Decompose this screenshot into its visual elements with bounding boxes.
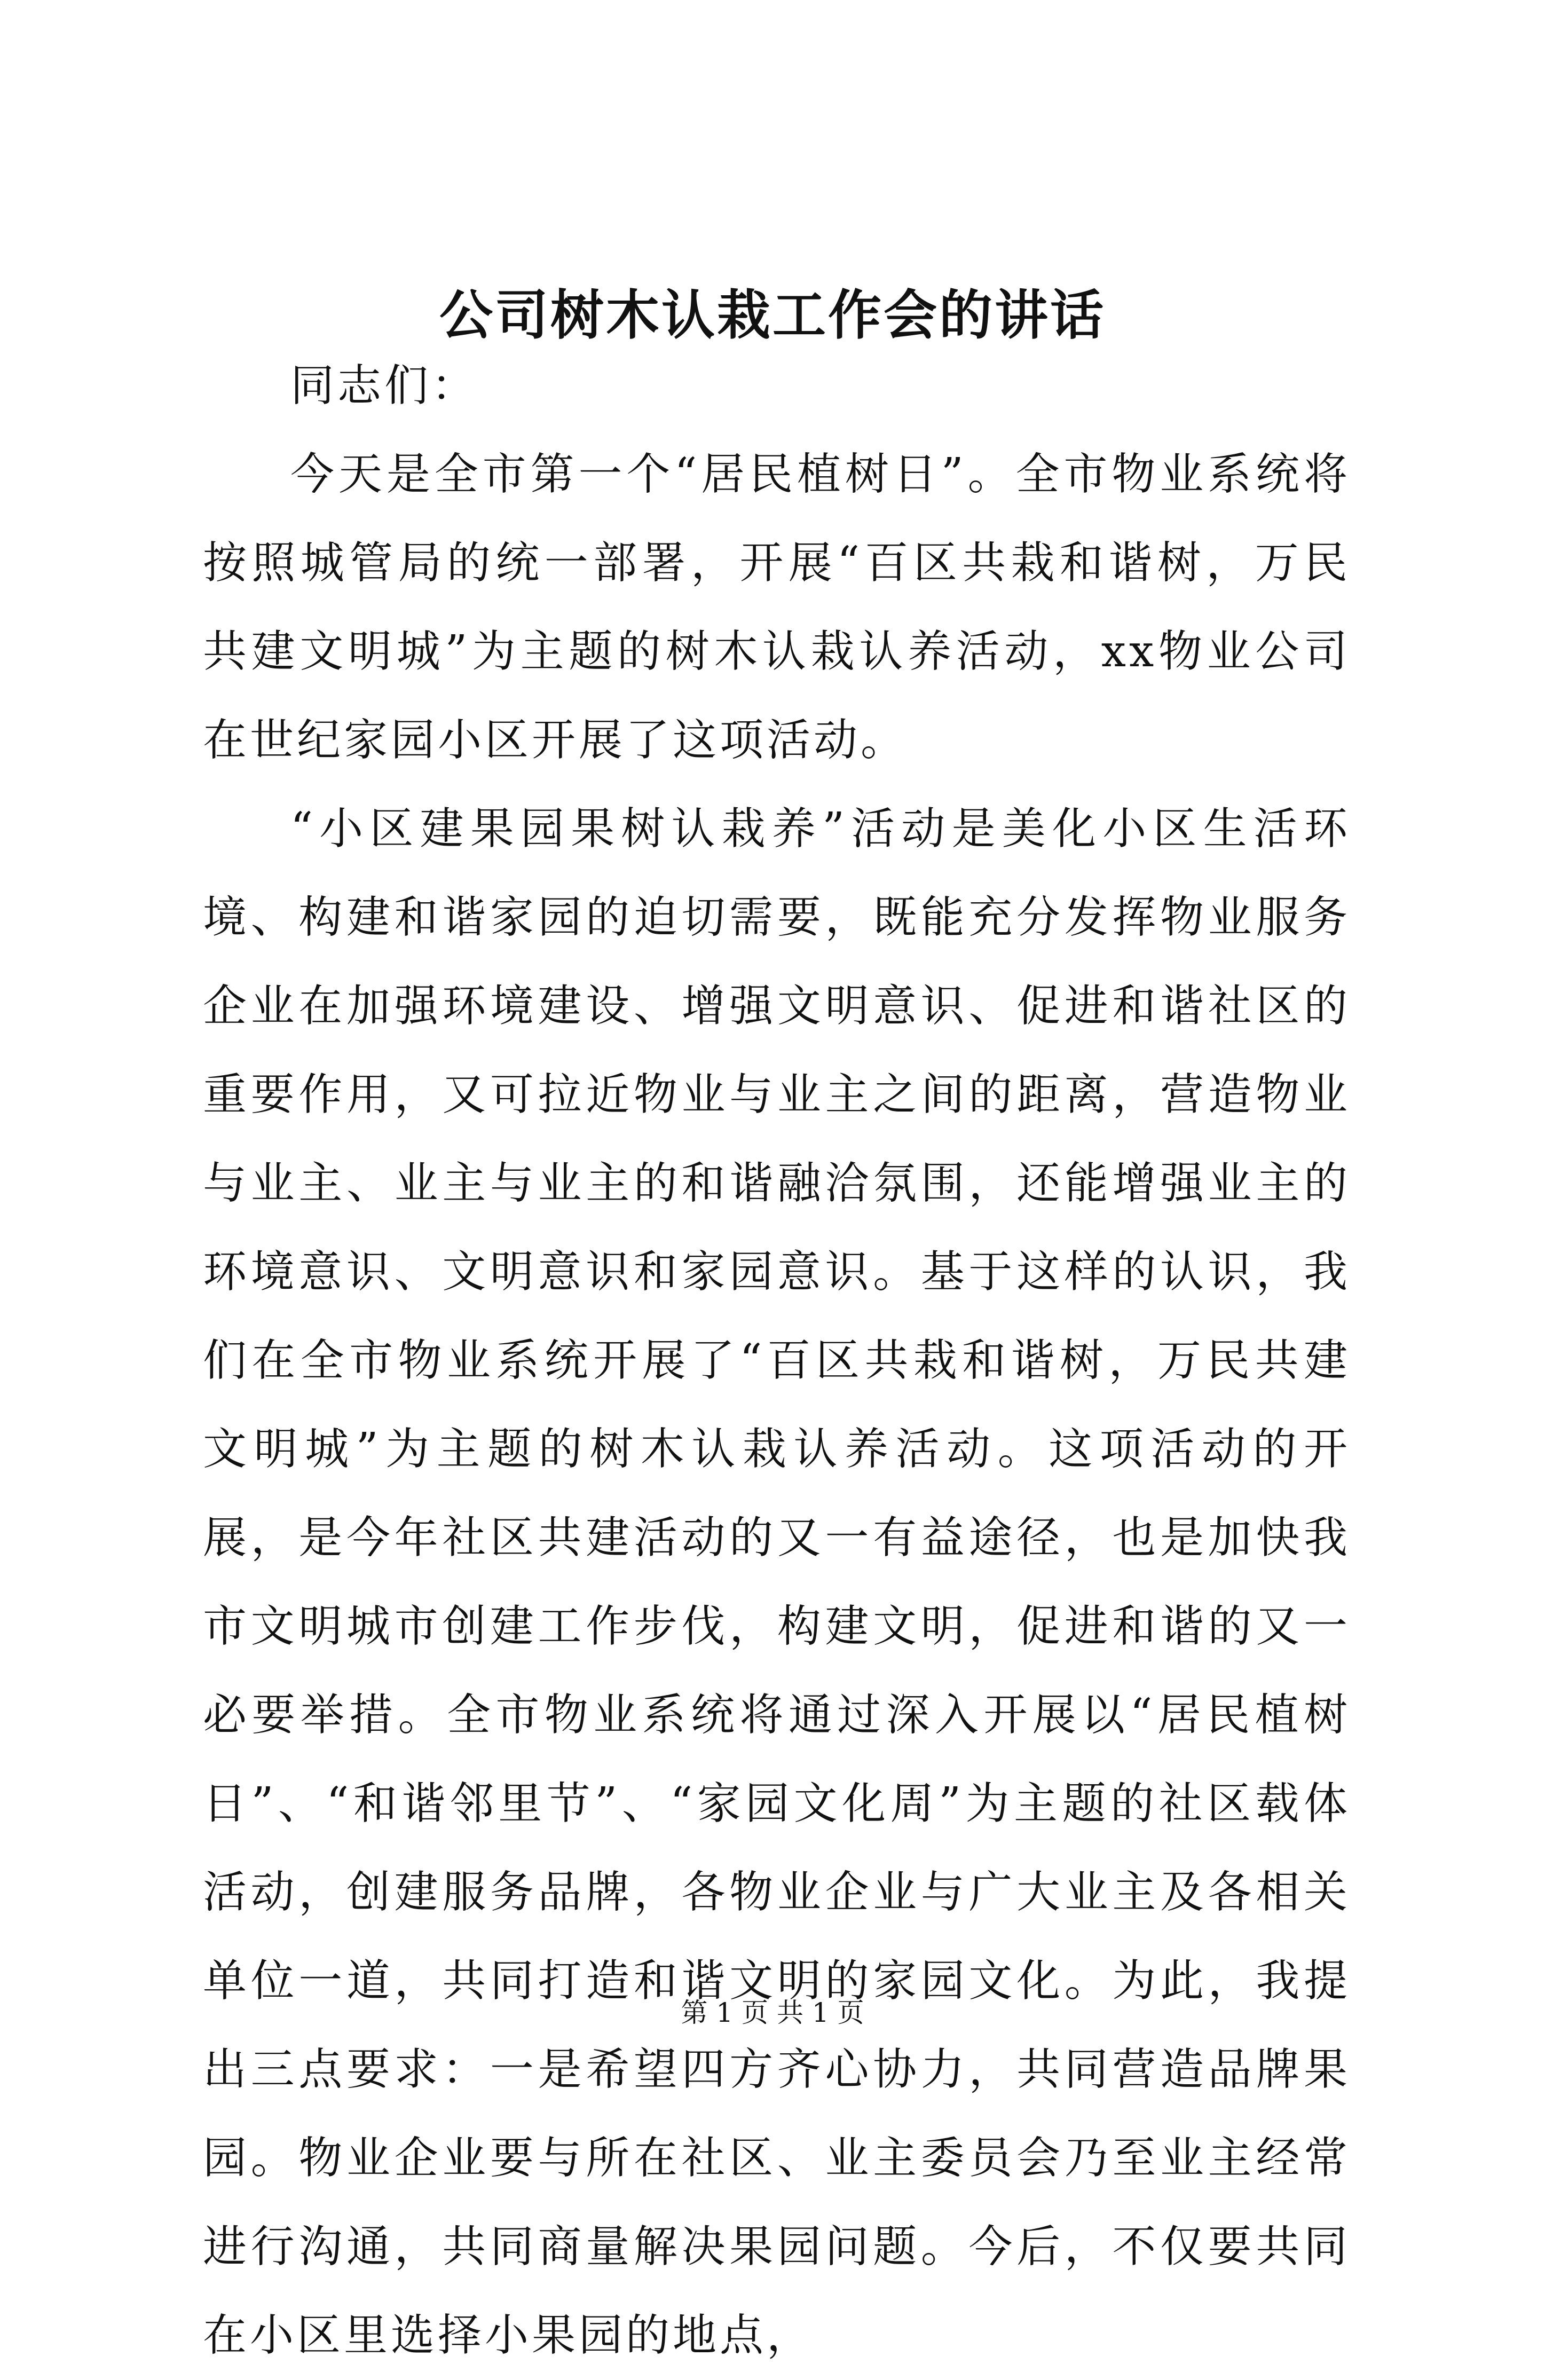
paragraph-1: 今天是全市第一个“居民植树日”。全市物业系统将按照城管局的统一部署，开展“百区共栽和谐树，万民共建文明城”为主题的树木认栽认养活动，xx物业公司在世纪家园小区开展了这项活动。	[203, 449, 1351, 766]
document-body	[203, 342, 1351, 2380]
page-number-footer: 第 1 页 共 1 页	[681, 1997, 864, 2028]
document-title: 公司树木认栽工作会的讲话	[439, 283, 1106, 346]
salutation: 同志们：	[290, 360, 479, 411]
paragraph-2: “小区建果园果树认栽养”活动是美化小区生活环境、构建和谐家园的迫切需要，既能充分发挥物业服务企业在加强环境建设、增强文明意识、促进和谐社区的重要作用，又可拉近物业与业主之间的距离，营造物业与业主、业主与业主的和谐融洽氛围，还能增强业主的环境意识、文明意识和家园意识。基于这样的认识，我们在全市物业系统开展了“百区共栽和谐树，万民共建文明城”为主题的树木认栽认养活动。这项活动的开展，是今年社区共建活动的又一有益途径，也是加快我市文明城市创建工作步伐，构建文明，促进和谐的又一必要举措。全市物业系统将通过深入开展以“居民植树日”、“和谐邻里节”、“家园文化周”为主题的社区载体活动，创建服务品牌，各物业企业与广大业主及各相关单位一道，共同打造和谐文明的家园文化。为此，我提出三点要求：一是希望四方齐心协力，共同营造品牌果园。物业企业要与所在社区、业主委员会乃至业主经常进行沟通，共同商量解决果园问题。今后，不仅要共同在小区里选择小果园的地点，	[203, 803, 1351, 2361]
